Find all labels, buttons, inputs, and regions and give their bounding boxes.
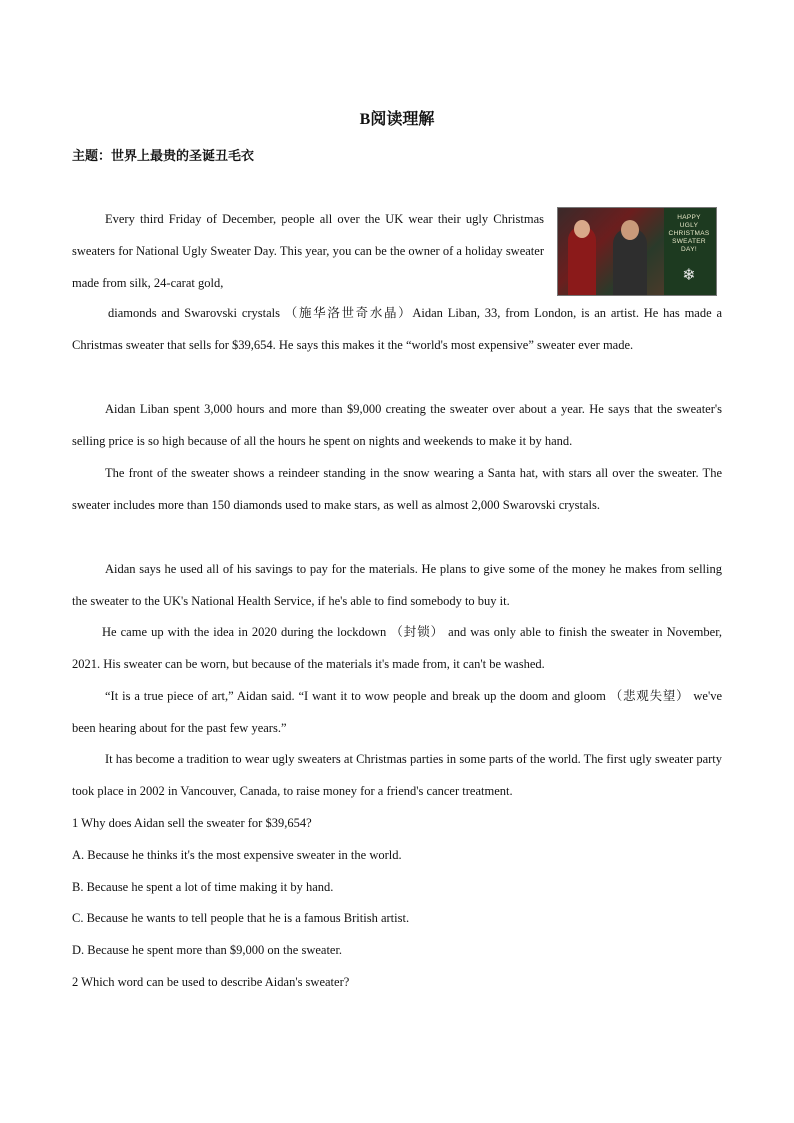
photo-sign-line: CHRISTMAS (668, 230, 710, 237)
question-2: 2 Which word can be used to describe Aidan's sweater? (72, 975, 350, 989)
topic-heading: 主题：世界上最贵的圣诞丑毛衣 (72, 149, 255, 164)
question-1-option-d: D. Because he spent more than $9,000 on the sweater. (72, 943, 343, 957)
paragraph-1: Every third Friday of December, people all over the UK wear their ugly Christmas sweaters for National Ugly Sweater Day. This year, you can be the owner of a holiday sweater made from silk, 24-carat gold, (72, 212, 544, 290)
question-1-option-c: C. Because he wants to tell people that he is a famous British artist. (72, 911, 410, 925)
paragraph-5: Aidan says he used all of his savings to pay for the materials. He plans to give some of the money he makes from selling the sweater to the UK's National Health Service, if he's able to find somebody to buy it. (72, 562, 722, 608)
paragraph-2: diamonds and Swarovski crystals （施华洛世奇水晶）Aidan Liban, 33, from London, is an artist. He has made a Christmas sweater that sells for $39,654. He says this makes it the “world's most expensive” sweater ever made. (72, 306, 722, 352)
photo-sign-line: SWEATER (672, 238, 706, 245)
photo-sign (666, 214, 712, 254)
photo-sign-line: DAY! (681, 246, 697, 253)
paragraph-8: It has become a tradition to wear ugly sweaters at Christmas parties in some parts of the world. The first ugly sweater party took place in 2002 in Vancouver, Canada, to raise money for a friend's cancer treatment. (72, 752, 722, 798)
ugly-sweater-day-photo (557, 207, 717, 296)
photo-head-left (574, 220, 590, 238)
photo-sign-line: UGLY (679, 222, 699, 229)
photo-head-right (621, 220, 639, 240)
question-1-option-a: A. Because he thinks it's the most expensive sweater in the world. (72, 848, 402, 862)
section-title: B阅读理解 (359, 111, 435, 128)
photo-sign-line: HAPPY (677, 214, 701, 221)
question-1-option-b: B. Because he spent a lot of time making it by hand. (72, 880, 334, 894)
paragraph-4: The front of the sweater shows a reindeer standing in the snow wearing a Santa hat, with stars all over the sweater. The sweater includes more than 150 diamonds used to make stars, as well as almost 2,000 Swarovski crystals. (72, 466, 722, 512)
photo-people-scene (558, 208, 664, 295)
paragraph-3: Aidan Liban spent 3,000 hours and more than $9,000 creating the sweater over about a year. He says that the sweater's selling price is so high because of all the hours he spent on nights and weekends to make it by hand. (72, 402, 722, 448)
question-1: 1 Why does Aidan sell the sweater for $39,654? (72, 816, 312, 830)
snowflake-icon: ❄ (682, 265, 696, 284)
paragraph-7: “It is a true piece of art,” Aidan said. “I want it to wow people and break up the doom and gloom （悲观失望） we've been hearing about for the past few years.” (72, 689, 722, 735)
paragraph-6: He came up with the idea in 2020 during the lockdown （封锁） and was only able to finish the sweater in November, 2021. His sweater can be worn, but because of the materials it's made from, it can't be washed. (72, 625, 722, 671)
